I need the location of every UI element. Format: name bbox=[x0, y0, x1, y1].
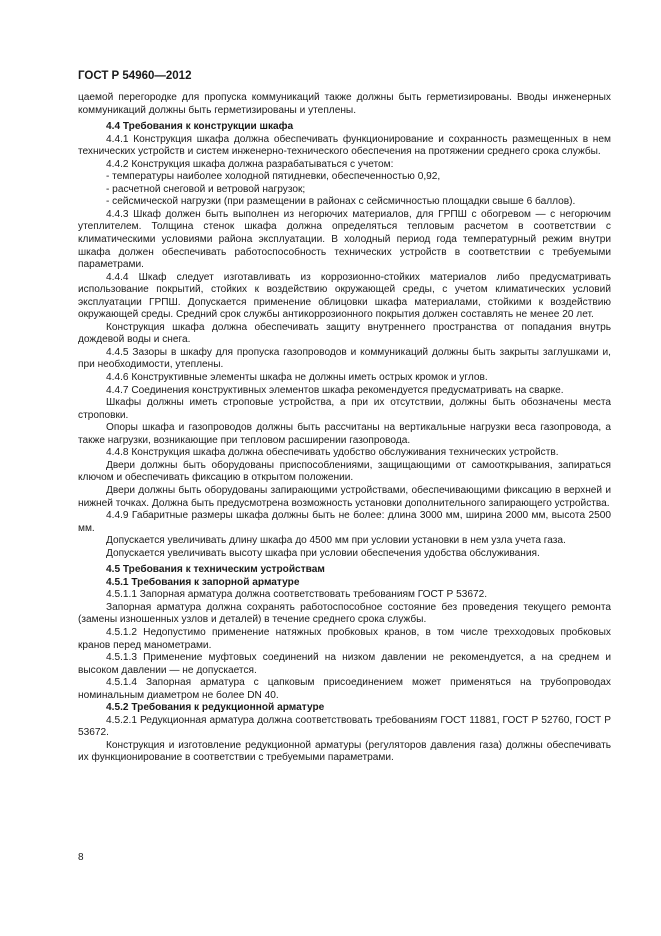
paragraph: 4.5.1.1 Запорная арматура должна соответствовать требованиям ГОСТ Р 53672. bbox=[106, 589, 488, 601]
document-body bbox=[78, 92, 611, 765]
paragraph: Двери должны быть оборудованы запирающими устройствами, обеспечивающими фиксацию в верхней и нижней точках. Должна быть предусмотрена возможность установки дополнительного запирающего устройства. bbox=[78, 484, 611, 509]
paragraph: 4.4.3 Шкаф должен быть выполнен из негорючих материалов, для ГРПШ с обогревом — с негорючим утеплителем. Толщина стенок шкафа должна определяться тепловым расчетом в соответствии с климатическими условиями района эксплуатации. В холодный период года температурный режим внутри шкафа должен обеспечивать работоспособность технических устройств в соответствии с требуемыми параметрами. bbox=[78, 208, 611, 271]
paragraph: 4.4.9 Габаритные размеры шкафа должны быть не более: длина 3000 мм, ширина 2000 мм, высота 2500 мм. bbox=[78, 510, 611, 534]
paragraph: 4.4.1 Конструкция шкафа должна обеспечивать функционирование и сохранность размещенных в нем технических устройств и систем инженерно-технического обеспечения на протяжении среднего срока службы. bbox=[78, 133, 611, 158]
paragraph: Опоры шкафа и газопроводов должны быть рассчитаны на вертикальные нагрузки веса газопровода, а также нагрузки, возникающие при тепловом расширении газопровода. bbox=[78, 422, 611, 446]
section-heading-4-5: 4.5 Требования к техническим устройствам bbox=[106, 564, 325, 576]
subsection-heading-4-5-1: 4.5.1 Требования к запорной арматуре bbox=[106, 576, 300, 588]
paragraph: Шкафы должны иметь строповые устройства, а при их отсутствии, должны быть обозначены места строповки. bbox=[78, 397, 611, 421]
paragraph: 4.4.2 Конструкция шкафа должна разрабатываться с учетом: bbox=[106, 158, 394, 170]
list-item: - расчетной снеговой и ветровой нагрузок; bbox=[106, 183, 306, 195]
paragraph: Двери должны быть оборудованы приспособлениями, защищающими от самооткрывания, запираться ключом и обеспечивать фиксацию в открытом положении. bbox=[78, 459, 611, 484]
page-number: 8 bbox=[78, 852, 84, 863]
paragraph: 4.4.5 Зазоры в шкафу для пропуска газопроводов и коммуникаций должны быть закрыты заглушками и, при необходимости, утеплены. bbox=[78, 346, 611, 371]
paragraph: Допускается увеличивать высоту шкафа при условии обеспечения удобства обслуживания. bbox=[106, 547, 540, 559]
paragraph: Запорная арматура должна сохранять работоспособное состояние без проведения текущего ремонта (замены изношенных узлов и деталей) в течение среднего срока службы. bbox=[78, 601, 611, 626]
list-item: - температуры наиболее холодной пятидневки, обеспеченностью 0,92, bbox=[106, 171, 441, 183]
paragraph: 4.4.8 Конструкция шкафа должна обеспечивать удобство обслуживания технических устройств. bbox=[106, 447, 559, 459]
paragraph: 4.5.1.2 Недопустимо применение натяжных пробковых кранов, в том числе трехходовых пробковых кранов перед манометрами. bbox=[78, 626, 611, 651]
section-heading-4-4: 4.4 Требования к конструкции шкафа bbox=[106, 121, 294, 133]
paragraph: 4.4.4 Шкаф следует изготавливать из коррозионно-стойких материалов либо предусматривать использование покрытий, стойких к воздействию окружающей среды, с учетом климатических условий эксплуатации ГРПШ. Допускается применение облицовки шкафа материалами, стойкими к воздействию окружающей среды. Средний срок службы антикоррозионного покрытия должен составлять не менее 20 лет. bbox=[78, 271, 611, 321]
paragraph: 4.4.6 Конструктивные элементы шкафа не должны иметь острых кромок и углов. bbox=[106, 372, 488, 384]
paragraph: 4.4.7 Соединения конструктивных элементов шкафа рекомендуется предусматривать на сварке. bbox=[106, 384, 564, 396]
paragraph: Конструкция шкафа должна обеспечивать защиту внутреннего пространства от попадания внутрь дождевой воды и снега. bbox=[78, 321, 611, 346]
document-header: ГОСТ Р 54960—2012 bbox=[78, 70, 192, 82]
paragraph: цаемой перегородке для пропуска коммуникаций также должны быть герметизированы. Вводы инженерных коммуникаций должны быть герметизированы и утеплены. bbox=[78, 92, 611, 116]
paragraph: Конструкция и изготовление редукционной арматуры (регуляторов давления газа) должны обеспечивать их функционирование в соответствии с требуемыми параметрами. bbox=[78, 739, 611, 764]
paragraph: 4.5.2.1 Редукционная арматура должна соответствовать требованиям ГОСТ 11881, ГОСТ Р 52760, ГОСТ Р 53672. bbox=[78, 714, 611, 739]
paragraph: Допускается увеличивать длину шкафа до 4500 мм при условии установки в нем узла учета газа. bbox=[106, 535, 566, 547]
paragraph: 4.5.1.4 Запорная арматура с цапковым присоединением может применяться на трубопроводах номинальным диаметром не более DN 40. bbox=[78, 677, 611, 701]
list-item: - сейсмической нагрузки (при размещении в районах с сейсмичностью площадки свыше 6 баллов). bbox=[106, 196, 576, 208]
subsection-heading-4-5-2: 4.5.2 Требования к редукционной арматуре bbox=[106, 702, 325, 714]
paragraph: 4.5.1.3 Применение муфтовых соединений на низком давлении не рекомендуется, а на среднем и высоком давлении — не допускается. bbox=[78, 652, 611, 676]
